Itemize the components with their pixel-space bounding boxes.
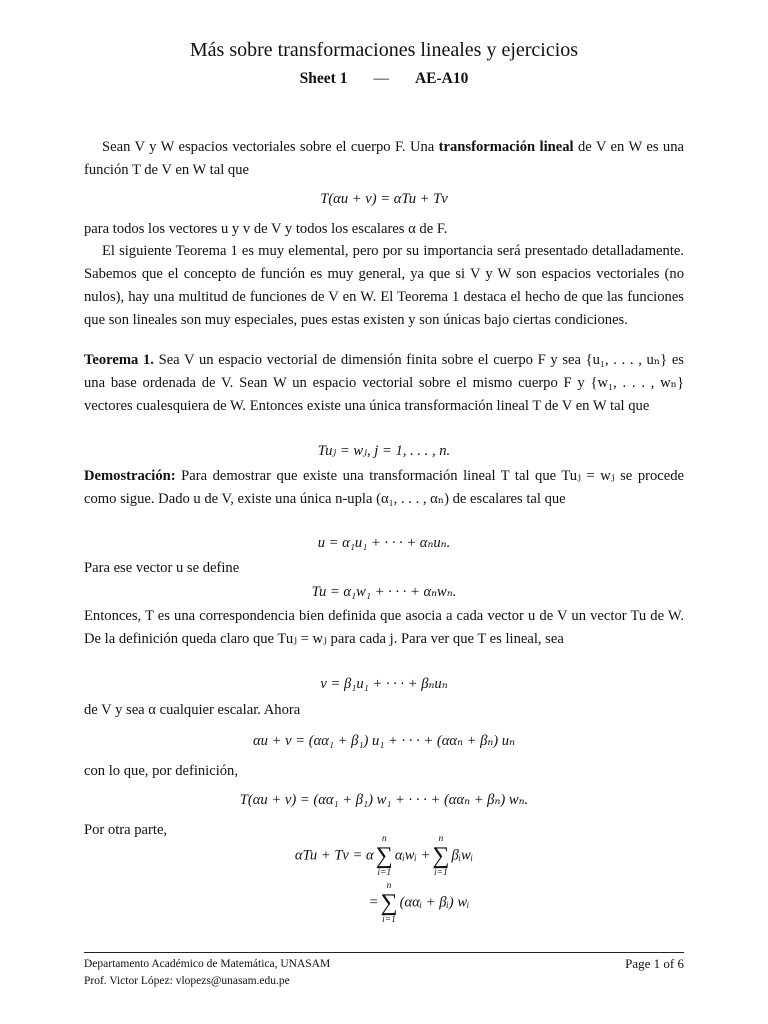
intro-text-b: de V en W es una función T de V en W tal que bbox=[84, 139, 684, 178]
intro-bold-term: transformación lineal bbox=[438, 139, 574, 155]
sum2-term: (ααᵢ + βᵢ) wᵢ bbox=[399, 894, 470, 911]
text-by-definition bbox=[84, 760, 684, 783]
sum1-term-2: βᵢwᵢ bbox=[451, 847, 474, 864]
footer-professor: Prof. Victor López: vlopezs@unasam.edu.pe bbox=[84, 975, 290, 987]
sheet-label: Sheet 1 bbox=[299, 70, 348, 87]
correspondence-text: Entonces, T es una correspondencia bien definida que asocia a cada vector u de V un vector Tu de W. De la definición queda claro que Tuⱼ = wⱼ para cada j. Para ver que T es lineal, sea bbox=[84, 608, 684, 647]
bydef-text: con lo que, por definición, bbox=[84, 763, 239, 779]
equation-sum-line-1 bbox=[84, 834, 684, 878]
subtitle-dash: — bbox=[373, 70, 389, 87]
equation-sum-line-2 bbox=[84, 881, 684, 925]
footer-divider bbox=[84, 952, 684, 953]
equation-Tu: Tu = α₁w₁ + · · · + αₙwₙ. bbox=[311, 584, 457, 600]
paragraph-text: El siguiente Teorema 1 es muy elemental, pero por su importancia será presentado detalladamente. Sabemos que el concepto de función es muy general, ya que si V y W son espacios vectoriales (no nulos), hay una multitud de funciones de V en W. El Teorema 1 destaca el hecho de que las funciones que son lineales son muy especiales, pues estas existen y son únicas bajo ciertas condiciones. bbox=[84, 243, 684, 328]
summation-symbol: n ∑ i=1 bbox=[380, 881, 398, 925]
sum2-eq: = bbox=[368, 894, 379, 911]
intro-text-a: Sean V y W espacios vectoriales sobre el cuerpo F. Una bbox=[102, 139, 439, 155]
equation-u-expansion: u = α₁u₁ + · · · + αₙuₙ. bbox=[317, 535, 451, 551]
equation-v-expansion: v = β₁u₁ + · · · + βₙuₙ bbox=[320, 676, 448, 692]
theorem-text: Sea V un espacio vectorial de dimensión finita sobre el cuerpo F y sea {u₁, . . . , uₙ} es una base ordenada de V. Sean W un espacio vectorial sobre el mismo cuerpo F y {w₁, . . . , wₙ} vectores cualesquiera de W. Entonces existe una única transformación lineal T de V en W tal que bbox=[84, 352, 684, 414]
equation-linear-definition: T(αu + v) = αTu + Tv bbox=[320, 191, 448, 207]
sheet-code: AE-A10 bbox=[414, 70, 469, 87]
theorem-1 bbox=[84, 349, 684, 418]
summation-symbol: n ∑ i=1 bbox=[375, 834, 393, 878]
footer-department: Departamento Académico de Matemática, UNASAM bbox=[84, 958, 331, 970]
proof-text: Para demostrar que existe una transformación lineal T tal que Tuⱼ = wⱼ se procede como sigue. Dado u de V, existe una única n-upla (α₁, . . . , αₙ) de escalares tal que bbox=[84, 468, 684, 507]
equation-T-combination: T(αu + v) = (αα₁ + β₁) w₁ + · · · + (ααₙ + βₙ) wₙ. bbox=[239, 792, 529, 808]
proof-label: Demostración: bbox=[84, 468, 176, 484]
document-subtitle bbox=[84, 68, 684, 90]
paragraph-correspondence bbox=[84, 605, 684, 651]
equation-theorem: Tuⱼ = wⱼ, j = 1, . . . , n. bbox=[317, 443, 451, 459]
intro-paragraph bbox=[84, 136, 684, 182]
equation-linear-combination: αu + v = (αα₁ + β₁) u₁ + · · · + (ααₙ + βₙ) uₙ bbox=[252, 733, 516, 749]
intro-continuation bbox=[84, 218, 684, 241]
document-page bbox=[84, 0, 684, 1024]
proof-paragraph bbox=[84, 465, 684, 511]
summation-symbol: n ∑ i=1 bbox=[432, 834, 450, 878]
sum1-lhs: αTu + Tv = α bbox=[294, 847, 374, 864]
document-title: Más sobre transformaciones lineales y ejercicios bbox=[189, 39, 579, 61]
theorem-label: Teorema 1. bbox=[84, 352, 154, 368]
define-text: Para ese vector u se define bbox=[84, 560, 240, 576]
other-text: Por otra parte, bbox=[84, 822, 168, 838]
sum1-term-1: αᵢwᵢ + bbox=[394, 847, 431, 864]
text-define bbox=[84, 557, 684, 580]
paragraph-theorem-context bbox=[84, 240, 684, 332]
page-number: Page 1 of 6 bbox=[625, 956, 684, 971]
intro-text-c: para todos los vectores u y v de V y todos los escalares α de F. bbox=[84, 221, 448, 237]
footer-info bbox=[84, 956, 330, 990]
text-scalar bbox=[84, 699, 684, 722]
scalar-text: de V y sea α cualquier escalar. Ahora bbox=[84, 702, 301, 718]
